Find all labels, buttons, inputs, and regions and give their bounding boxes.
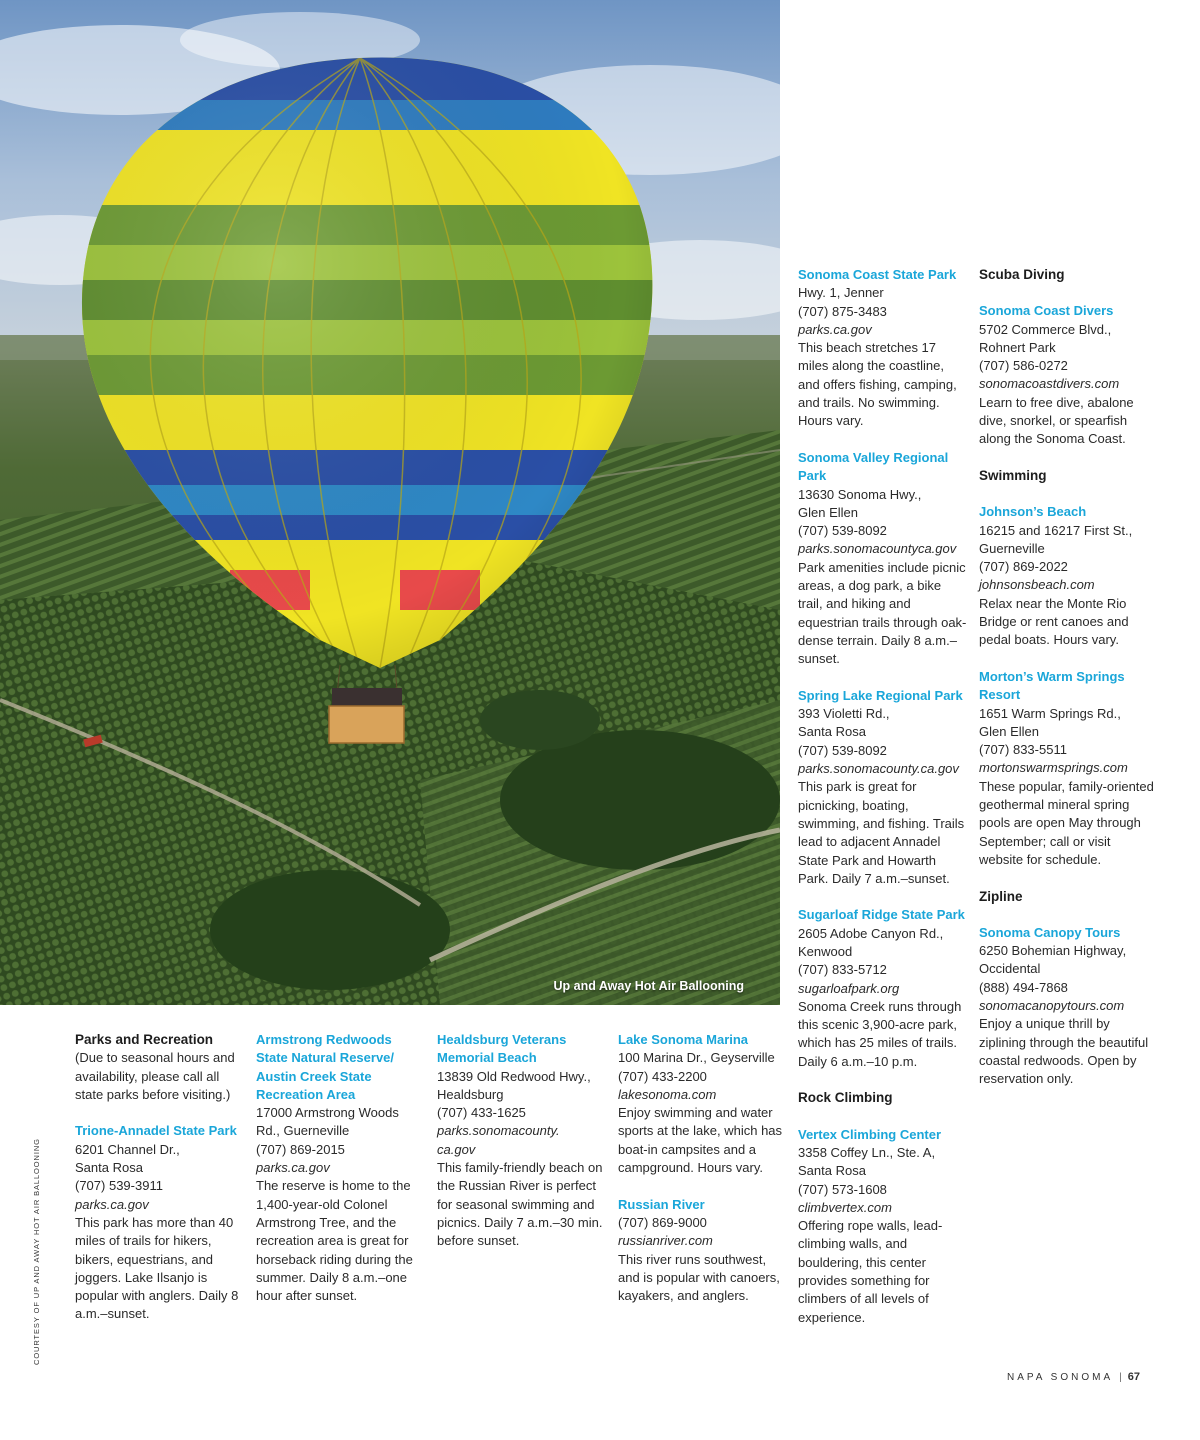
column-2 [256, 1031, 426, 1324]
listing-phone: (707) 875-3483 [798, 303, 887, 319]
listing-address: 100 Marina Dr., Geyserville [618, 1050, 775, 1066]
listing-sonoma-coast-state-park [798, 266, 968, 431]
column-1 [75, 1031, 245, 1342]
listing-name[interactable]: Sonoma Valley Regional Park [798, 449, 949, 484]
listing-phone: (707) 573-1608 [798, 1181, 887, 1197]
listing-address: 6250 Bohemian Highway, Occidental [979, 943, 1127, 977]
listing-name[interactable]: Vertex Climbing Center [798, 1126, 942, 1142]
listing-vertex-climbing [798, 1126, 968, 1327]
listing-description: Park amenities include picnic areas, a dog park, a bike trail, and hiking and equestrian trails through oak-dense terrain. Daily 8 a.m.–sunset. [798, 559, 967, 667]
listing-sonoma-canopy-tours [979, 924, 1154, 1089]
listing-johnsons-beach [979, 503, 1154, 649]
listing-phone: (707) 433-1625 [437, 1105, 526, 1121]
section-heading-scuba-diving: Scuba Diving [979, 267, 1065, 282]
listing-phone: (707) 586-0272 [979, 358, 1068, 374]
listing-phone: (707) 433-2200 [618, 1068, 707, 1084]
column-5 [798, 266, 968, 1345]
listing-website[interactable]: russianriver.com [618, 1233, 713, 1249]
listing-name[interactable]: Russian River [618, 1196, 705, 1212]
listing-description: This family-friendly beach on the Russian River is perfect for seasonal swimming and picnics. Daily 7 a.m.–30 min. before sunset. [437, 1160, 603, 1249]
listing-website[interactable]: parks.ca.gov [75, 1196, 149, 1212]
listing-description: Sonoma Creek runs through this scenic 3,900-acre park, which has 25 miles of trails. Daily 6 a.m.–10 p.m. [798, 998, 962, 1069]
balloon-photo [0, 0, 780, 1005]
section-heading-zipline: Zipline [979, 888, 1023, 904]
listing-name[interactable]: Armstrong Redwoods State Natural Reserve/ Austin Creek State Recreation Area [256, 1032, 395, 1102]
listing-address: Hwy. 1, Jenner [798, 285, 884, 301]
listing-phone: (707) 539-8092 [798, 742, 887, 758]
listing-website[interactable]: lakesonoma.com [618, 1086, 717, 1102]
listing-sonoma-valley-regional-park [798, 449, 968, 669]
listing-phone: (707) 869-2022 [979, 559, 1068, 575]
listing-description: These popular, family-oriented geothermal mineral spring pools are open May through September; call or visit website for schedule. [979, 778, 1154, 867]
listing-phone: (707) 539-3911 [75, 1178, 163, 1194]
listing-website[interactable]: sonomacanopytours.com [979, 997, 1125, 1013]
listing-address: 393 Violetti Rd., Santa Rosa [798, 706, 890, 740]
listing-phone: (707) 539-8092 [798, 523, 887, 539]
listing-phone: (707) 833-5511 [979, 742, 1067, 758]
listing-website[interactable]: mortonswarmsprings.com [979, 760, 1128, 776]
listing-name[interactable]: Sugarloaf Ridge State Park [798, 907, 965, 923]
listing-description: Learn to free dive, abalone dive, snorkel, or spearfish along the Sonoma Coast. [979, 394, 1134, 447]
listing-name[interactable]: Morton’s Warm Springs Resort [979, 668, 1125, 703]
listing-website[interactable]: sonomacoastdivers.com [979, 376, 1120, 392]
listing-address: 2605 Adobe Canyon Rd., Kenwood [798, 925, 944, 959]
listing-name[interactable]: Sonoma Canopy Tours [979, 924, 1121, 940]
listing-description: Offering rope walls, lead-climbing walls, and bouldering, this center provides something for climbers of all levels of experience. [798, 1218, 943, 1325]
listing-website[interactable]: sugarloafpark.org [798, 980, 900, 996]
parks-intro: (Due to seasonal hours and availability, please call all state parks before visiting.) [75, 1050, 235, 1102]
listing-description: This river runs southwest, and is popular with canoers, kayakers, and anglers. [618, 1251, 780, 1304]
listing-website[interactable]: parks.sonomacountyca.gov [798, 541, 957, 557]
page-number: 67 [1127, 1371, 1140, 1383]
listing-description: This park has more than 40 miles of trails for hikers, bikers, equestrians, and joggers. Lake Ilsanjo is popular with anglers. Daily 8 a.m.–sunset. [75, 1214, 239, 1322]
listing-name[interactable]: Sonoma Coast State Park [798, 267, 957, 282]
listing-description: Relax near the Monte Rio Bridge or rent canoes and pedal boats. Hours vary. [979, 595, 1129, 648]
listing-trione-annadel [75, 1122, 245, 1323]
listing-description: This park is great for picnicking, boating, swimming, and fishing. Trails lead to adjacent Annadel State Park and Howarth Park. Daily 7 a.m.–sunset. [798, 779, 965, 886]
listing-description: The reserve is home to the 1,400-year-old Colonel Armstrong Tree, and the recreation area is great for horseback riding during the summer. Daily 8 a.m.–one hour after sunset. [256, 1178, 413, 1304]
section-heading-rock-climbing: Rock Climbing [798, 1090, 893, 1106]
listing-address: 1651 Warm Springs Rd., Glen Ellen [979, 705, 1121, 739]
photo-caption: Up and Away Hot Air Ballooning [553, 979, 744, 993]
listing-healdsburg-beach [437, 1031, 607, 1251]
listing-website[interactable]: parks.sonomacounty. ca.gov [437, 1123, 560, 1157]
listing-address: 3358 Coffey Ln., Ste. A, Santa Rosa [798, 1144, 936, 1179]
listing-website[interactable]: parks.ca.gov [798, 321, 872, 337]
listing-mortons-warm-springs [979, 668, 1154, 869]
listing-website[interactable]: climbvertex.com [798, 1199, 892, 1215]
listing-name[interactable]: Trione-Annadel State Park [75, 1123, 237, 1139]
listing-name[interactable]: Healdsburg Veterans Memorial Beach [437, 1032, 567, 1066]
section-heading-swimming: Swimming [979, 467, 1047, 483]
listing-phone: (888) 494-7868 [979, 979, 1068, 995]
listing-website[interactable]: parks.sonomacounty.ca.gov [798, 761, 959, 777]
listing-address: 16215 and 16217 First St., Guerneville [979, 522, 1133, 556]
listing-description: Enjoy a unique thrill by ziplining through the beautiful coastal redwoods. Open by reservation only. [979, 1016, 1149, 1087]
listing-address: 17000 Armstrong Woods Rd., Guerneville [256, 1105, 399, 1139]
listing-name[interactable]: Johnson’s Beach [979, 504, 1087, 520]
listing-phone: (707) 869-9000 [618, 1214, 707, 1230]
page-folio [1007, 1371, 1140, 1383]
listing-name[interactable]: Spring Lake Regional Park [798, 687, 963, 703]
listing-website[interactable]: parks.ca.gov [256, 1160, 330, 1176]
listing-name[interactable]: Lake Sonoma Marina [618, 1032, 749, 1047]
listing-address: 13839 Old Redwood Hwy., Healdsburg [437, 1068, 591, 1102]
listing-address: 5702 Commerce Blvd., Rohnert Park [979, 321, 1112, 355]
listing-phone: (707) 869-2015 [256, 1141, 345, 1157]
listing-address: 13630 Sonoma Hwy., Glen Ellen [798, 486, 922, 520]
listing-name[interactable]: Sonoma Coast Divers [979, 303, 1114, 319]
listing-spring-lake [798, 687, 968, 888]
publication-name: NAPA SONOMA [1006, 1372, 1114, 1383]
listing-website[interactable]: johnsonsbeach.com [979, 577, 1095, 593]
listing-address: 6201 Channel Dr., Santa Rosa [75, 1141, 180, 1176]
listing-russian-river [618, 1196, 788, 1306]
section-heading-parks: Parks and Recreation [75, 1032, 214, 1047]
photo-credit: COURTESY OF UP AND AWAY HOT AIR BALLOONING [32, 1138, 41, 1365]
listing-sonoma-coast-divers [979, 302, 1154, 448]
listing-armstrong-redwoods [256, 1031, 426, 1305]
hot-air-balloon-image [0, 0, 780, 1005]
folio-separator: | [1119, 1372, 1122, 1383]
listing-lake-sonoma-marina [618, 1031, 788, 1177]
listing-description: This beach stretches 17 miles along the coastline, and offers fishing, camping, and trails. No swimming. Hours vary. [798, 340, 957, 429]
column-6 [979, 266, 1154, 1107]
column-3 [437, 1031, 607, 1269]
listing-sugarloaf-ridge [798, 906, 968, 1071]
listing-phone: (707) 833-5712 [798, 962, 887, 978]
column-4 [618, 1031, 788, 1324]
listing-description: Enjoy swimming and water sports at the lake, which has boat-in campsites and a campground. Hours vary. [618, 1105, 783, 1176]
